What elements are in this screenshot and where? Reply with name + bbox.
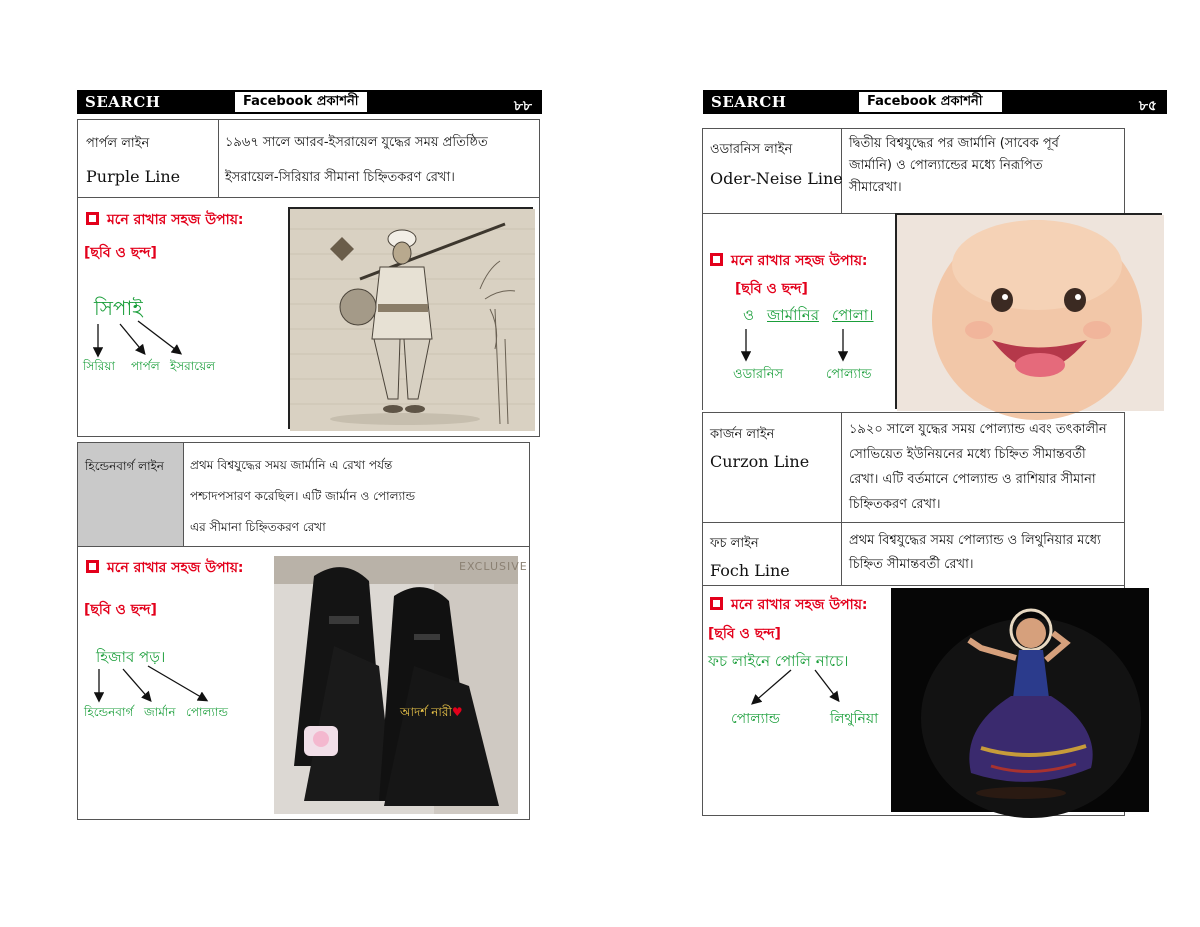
mnemonic-word: হিজাব পড়।	[96, 648, 166, 666]
definition-line-3: এর সীমানা চিহ্নিতকরণ রেখা	[190, 520, 326, 534]
tip-subtitle: [ছবি ও ছন্দ]	[84, 245, 157, 261]
mnemonic-word: সিপাই	[94, 296, 143, 320]
term-bengali: ওডারনিস লাইন	[710, 142, 793, 157]
sepoy-illustration	[288, 207, 533, 429]
term-english: Foch Line	[710, 561, 790, 580]
publisher-label: Facebook প্রকাশনী	[235, 92, 367, 112]
definition-line-3: রেখা। এটি বর্তমানে পোল্যান্ড ও রাশিয়ার সীমানা	[849, 472, 1096, 487]
definition-line-2: পশ্চাদপসারণ করেছিল। এটি জার্মান ও পোল্যান্ড	[190, 489, 416, 503]
mnemonic-target-poland: পোল্যান্ড	[186, 705, 228, 719]
term-english: Oder-Neise Line	[710, 169, 843, 188]
brand-title: SEARCH	[85, 93, 161, 111]
definition-line-2: জার্মানি) ও পোল্যান্ডের মধ্যে নিরূপিত	[849, 158, 1043, 173]
tip-subtitle: [ছবি ও ছন্দ]	[708, 626, 781, 642]
tip-title: মনে রাখার সহজ উপায়:	[86, 556, 244, 580]
term-english: Curzon Line	[710, 452, 810, 471]
term-english: Purple Line	[86, 167, 181, 186]
definition-line-1: ১৯৬৭ সালে আরব-ইসরায়েল যুদ্ধের সময় প্রতিষ্ঠিত	[225, 135, 488, 150]
mnemonic-target-lithuania: লিথুনিয়া	[830, 711, 879, 727]
dancer-photo	[891, 588, 1149, 812]
term-bengali: হিন্ডেনবার্গ লাইন	[85, 459, 164, 473]
mnemonic-word-germanir: জার্মানির	[767, 306, 819, 324]
baby-photo	[895, 213, 1162, 409]
page-header	[703, 90, 1167, 114]
definition-line-3: সীমারেখা।	[849, 180, 902, 195]
right-page	[600, 0, 1200, 927]
definition-line-1: প্রথম বিশ্বযুদ্ধের সময় পোল্যান্ড ও লিথুনিয়ার মধ্যে	[849, 533, 1101, 548]
mnemonic-target-israel: ইসরায়েল	[170, 359, 216, 373]
mnemonic-target-poland: পোল্যান্ড	[826, 367, 872, 382]
page-number: ৮৫	[1138, 98, 1157, 114]
mnemonic-target-purple: পার্পল	[131, 359, 160, 373]
mnemonic-target-german: জার্মান	[144, 705, 176, 719]
tip-title: মনে রাখার সহজ উপায়:	[86, 208, 244, 232]
page-number: ৮৮	[513, 98, 532, 114]
definition-line-1: প্রথম বিশ্বযুদ্ধের সময় জার্মানি এ রেখা পর্যন্ত	[190, 458, 393, 472]
sign-text: EXCLUSIVE	[459, 560, 528, 573]
term-bengali: পার্পল লাইন	[86, 136, 150, 151]
tip-title: মনে রাখার সহজ উপায়:	[710, 249, 868, 273]
image-caption: আদর্শ নারী♥	[400, 705, 463, 719]
mnemonic-target-poland: পোল্যান্ড	[731, 711, 780, 727]
definition-line-1: দ্বিতীয় বিশ্বযুদ্ধের পর জার্মানি (সাবেক পূর্ব	[849, 136, 1059, 151]
brand-title: SEARCH	[711, 93, 787, 111]
mnemonic-target-hindenburg: হিন্ডেনবার্গ	[84, 705, 134, 719]
term-box-hindenburg-line	[77, 442, 530, 820]
definition-line-2: ইসরায়েল-সিরিয়ার সীমানা চিহ্নিতকরণ রেখা।	[225, 170, 455, 185]
hijab-women-photo	[274, 556, 528, 814]
tip-title: মনে রাখার সহজ উপায়:	[710, 593, 868, 617]
mnemonic-target-syria: সিরিয়া	[83, 359, 115, 373]
term-box-purple-line	[77, 119, 540, 437]
tip-subtitle: [ছবি ও ছন্দ]	[735, 281, 808, 297]
mnemonic-word-o: ও	[743, 306, 755, 324]
mnemonic-target-oder: ওডারনিস	[733, 367, 784, 382]
term-box-curzon-line	[702, 412, 1125, 523]
definition-line-2: চিহ্নিত সীমান্তবর্তী রেখা।	[849, 557, 974, 572]
definition-line-2: সোভিয়েত ইউনিয়নের মধ্যে চিহ্নিত সীমান্তবর্তী	[849, 447, 1086, 462]
term-bengali: কার্জন লাইন	[710, 427, 775, 442]
definition-line-4: চিহ্নিতকরণ রেখা।	[849, 497, 941, 512]
definition-block	[849, 417, 1119, 517]
publisher-label: Facebook প্রকাশনী	[859, 92, 1002, 112]
definition-line-1: ১৯২০ সালে যুদ্ধের সময় পোল্যান্ড এবং তৎকালীন	[849, 422, 1107, 437]
term-bengali: ফচ লাইন	[710, 536, 759, 551]
mnemonic-word-pola: পোলা।	[832, 306, 874, 324]
tip-subtitle: [ছবি ও ছন্দ]	[84, 602, 157, 618]
heart-icon: ♥	[451, 705, 463, 719]
mnemonic-word: ফচ লাইনে পোলি নাচে।	[708, 652, 849, 670]
column-divider	[841, 413, 842, 522]
page-header	[77, 90, 542, 114]
